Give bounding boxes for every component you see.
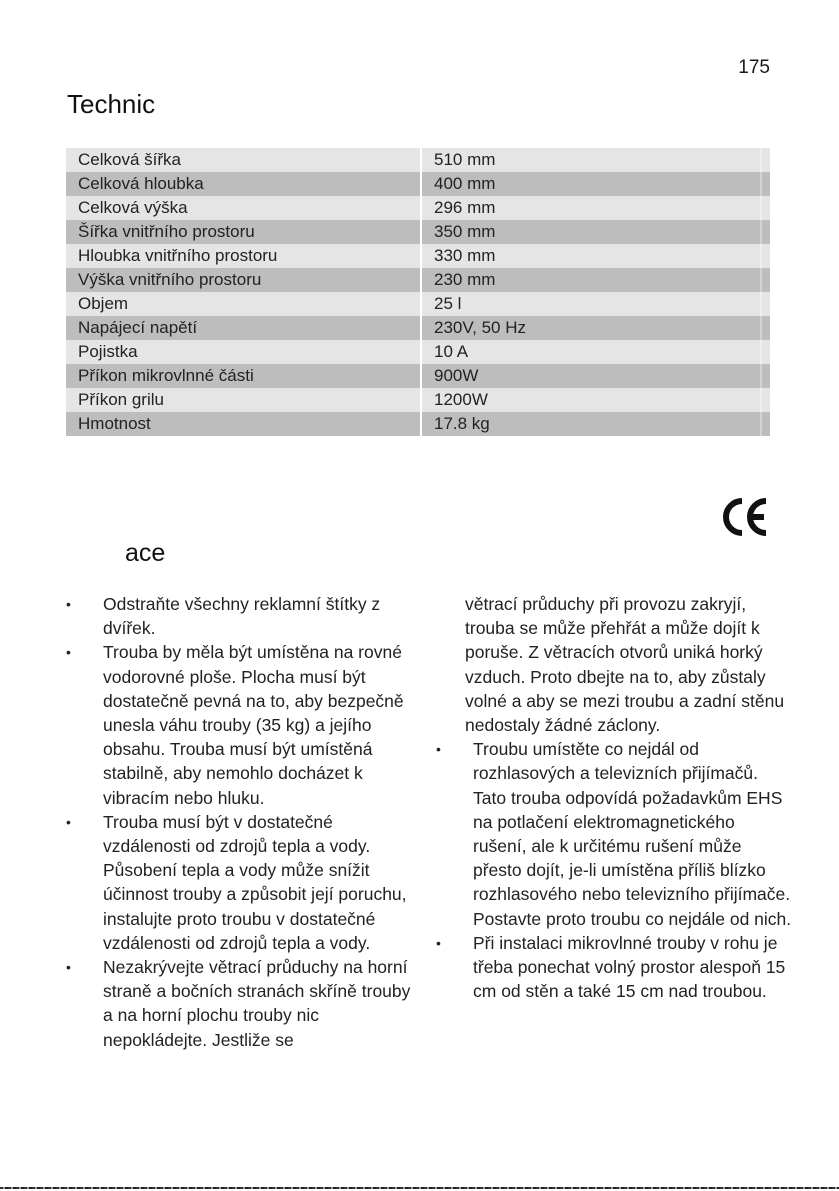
- spec-value: 25 l: [421, 292, 770, 316]
- spec-label: Šířka vnitřního prostoru: [66, 220, 421, 244]
- bullet-icon: •: [436, 741, 441, 758]
- spec-row: [66, 388, 770, 412]
- spec-label: Napájecí napětí: [66, 316, 421, 340]
- bullet-icon: •: [436, 934, 441, 951]
- spec-label: Pojistka: [66, 340, 421, 364]
- spec-label: Celková výška: [66, 196, 421, 220]
- spec-row: [66, 364, 770, 388]
- bullet-text: Trouba by měla být umístěna na rovné vodorovné ploše. Plocha musí být dostatečně pevná na to, aby bezpečně unesla váhu trouby (35 kg) a jejího obsahu. Trouba musí být umístěná stabilně, aby nemohlo docházet k vibracím nebo hluku.: [103, 642, 404, 808]
- spec-value: 17.8 kg: [421, 412, 770, 436]
- page-number: 175: [738, 57, 770, 78]
- spec-value: 510 mm: [421, 148, 770, 172]
- installation-heading: ace: [125, 539, 166, 567]
- spec-row: [66, 172, 770, 196]
- spec-value: 230 mm: [421, 268, 770, 292]
- spec-value: 1200W: [421, 388, 770, 412]
- spec-row: [66, 412, 770, 436]
- spec-value: 296 mm: [421, 196, 770, 220]
- spec-value: 230V, 50 Hz: [421, 316, 770, 340]
- bullet-text: Nezakrývejte větrací průduchy na horní straně a bočních stranách skříně trouby a na horní plochu trouby nic nepokládejte. Jestliže se: [103, 957, 411, 1050]
- spec-label: Objem: [66, 292, 421, 316]
- spec-label: Výška vnitřního prostoru: [66, 268, 421, 292]
- bullet-item: [62, 640, 422, 809]
- spec-row: [66, 316, 770, 340]
- technical-specs-table: [66, 148, 770, 436]
- bullet-item: [62, 955, 422, 1052]
- spec-label: Celková šířka: [66, 148, 421, 172]
- spec-row: [66, 148, 770, 172]
- spec-row: [66, 244, 770, 268]
- spec-row: [66, 268, 770, 292]
- spec-row: [66, 196, 770, 220]
- spec-row: [66, 292, 770, 316]
- ce-mark-icon: [722, 497, 768, 537]
- bullet-icon: •: [66, 959, 71, 976]
- bullet-item: [62, 592, 422, 640]
- installation-right-column: [432, 592, 792, 1003]
- bullet-text: Troubu umístěte co nejdál od rozhlasových a televizních přijímačů. Tato trouba odpovídá požadavkům EHS na potlačení elektromagnetického rušení, ale k určitému rušení může přesto dojít, je-li umístěna příliš blízko rozhlasového nebo televizního přijímače. Postavte proto troubu co nejdále od nich.: [473, 739, 792, 929]
- installation-left-column: [62, 592, 422, 1052]
- bullet-item: [432, 737, 792, 931]
- spec-value: 400 mm: [421, 172, 770, 196]
- bullet-text: Odstraňte všechny reklamní štítky z dvířek.: [103, 594, 381, 639]
- spec-value: 330 mm: [421, 244, 770, 268]
- spec-label: Hloubka vnitřního prostoru: [66, 244, 421, 268]
- bullet-icon: •: [66, 644, 71, 661]
- spec-label: Hmotnost: [66, 412, 421, 436]
- bullet-text: Při instalaci mikrovlnné trouby v rohu je třeba ponechat volný prostor alespoň 15 cm od stěn a také 15 cm nad troubou.: [473, 932, 786, 1002]
- spec-label: Příkon mikrovlnné části: [66, 364, 421, 388]
- bullet-item: [432, 931, 792, 1004]
- page-bottom-border: [0, 1187, 839, 1189]
- bullet-icon: •: [66, 813, 71, 830]
- bullet-text: Trouba musí být v dostatečné vzdálenosti od zdrojů tepla a vody. Působení tepla a vody může snížit účinnost trouby a způsobit její poruchu, instalujte proto troubu v dostatečné vzdálenosti od zdrojů tepla a vody.: [103, 811, 407, 953]
- technical-data-heading: Technic: [67, 89, 156, 119]
- spec-label: Příkon grilu: [66, 388, 421, 412]
- spec-row: [66, 340, 770, 364]
- spec-value: 900W: [421, 364, 770, 388]
- spec-value: 350 mm: [421, 220, 770, 244]
- bullet-item: [62, 810, 422, 955]
- bullet-icon: •: [66, 596, 71, 612]
- spec-label: Celková hloubka: [66, 172, 421, 196]
- spec-value: 10 A: [421, 340, 770, 364]
- spec-row: [66, 220, 770, 244]
- continued-paragraph: větrací průduchy při provozu zakryjí, trouba se může přehřát a může dojít k poruše. Z větracích otvorů uniká horký vzduch. Proto dbejte na to, aby zůstaly volné a aby se mezi troubu a zadní stěnu nedostaly žádné záclony.: [465, 594, 785, 736]
